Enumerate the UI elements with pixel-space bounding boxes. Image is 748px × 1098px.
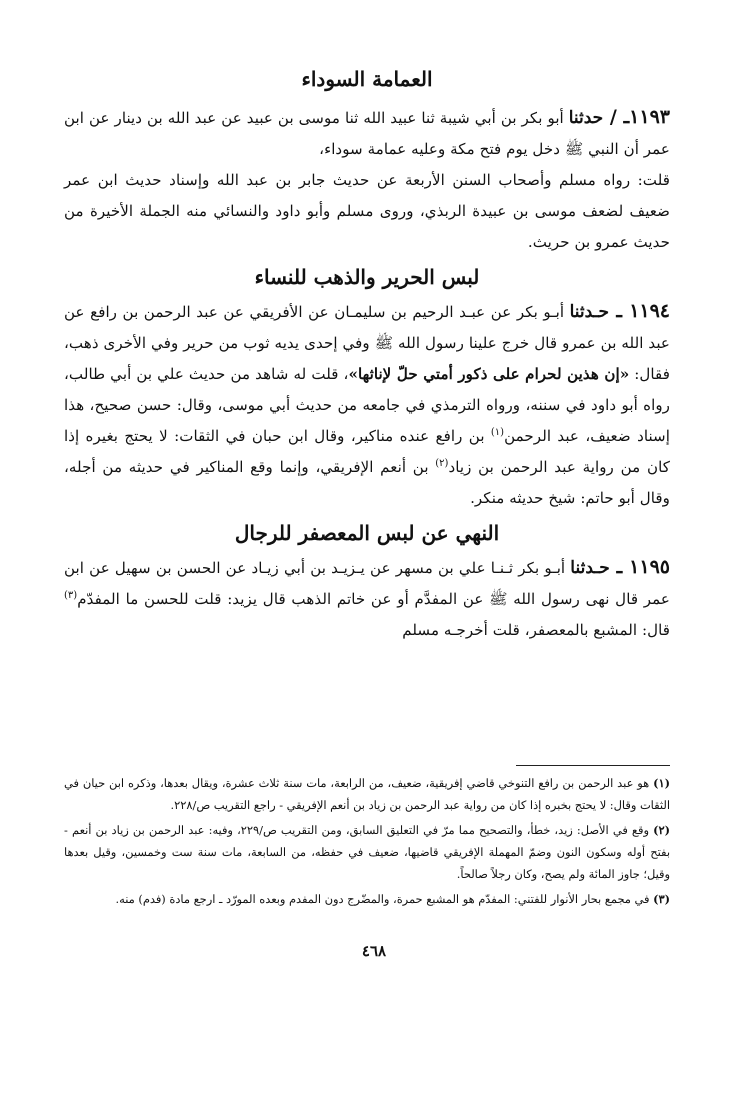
section-heading-black-turban: العمامة السوداء: [301, 67, 433, 91]
hadith-body: أبـو بكر عن عبـد الرحيم بن سليمـان عن الأفريقي عن عبد الرحمن بن رافع عن عبد الله بن عمرو قال خرج علينا رسول الله ﷺ وفي إحدى يديه ثوب من حرير وفي الأخرى ذهب، فقال:: [64, 303, 670, 383]
footnote-text: هو عبد الرحمن بن رافع التنوخي قاضي إفريقية، ضعيف، من الرابعة، مات سنة ثلاث عشرة، ويقال بعدها، وذكره ابن حيان في الثقات وقال: لا يحتج بخبره إذا كان من رواية عبد الرحمن بن زياد بن أنعم الإفريقي - راجع التقريب ص/٢٢٨.: [64, 776, 670, 812]
footnote-text: وقع في الأصل: زيد، خطأ، والتصحيح مما مرّ في التعليق السابق، ومن التقريب ص/٢٢٩، وفيه: عبد الرحمن بن زياد بن أنعم - بفتح أوله وسكون النون وضمّ المهملة الإفريقي قاضيها، ضعيف في حفظه، من السابعة، مات سنة ست وخمسين، وقيل بعدها وقيل؛ جاوز المائة ولم يصح، وكان رجلاً صالحاً.: [64, 823, 670, 881]
hadith-number: ١١٩٤: [629, 300, 671, 322]
footnote-divider: [516, 765, 670, 766]
hadith-1195-text: [64, 552, 670, 646]
footnote-ref-2: (٢): [435, 457, 449, 469]
haddathana-keyword: حـدثنا: [570, 558, 610, 578]
haddathana-keyword: حـدثنا: [569, 302, 610, 322]
hadith-1193-text: [64, 102, 670, 165]
haddathana-keyword: حدثنا: [568, 108, 604, 128]
hadith-separator: ـ: [609, 300, 630, 322]
footnote-number: (٢): [653, 823, 670, 837]
footnote-1: [64, 772, 670, 816]
hadith-1193-commentary: قلت: رواه مسلم وأصحاب السنن الأربعة عن حديث جابر بن عبد الله وإسناد حديث ابن عمر ضعيف لضعف موسى بن عبيدة الربذي، وروى مسلم وأبو داود والنسائي منه الجملة الأخيرة من حديث عمرو بن حريث.: [64, 171, 670, 251]
hadith-commentary: ، قلت له شاهد من حديث علي بن أبي طالب، رواه أبو داود في سننه، ورواه الترمذي في جامعه من حديث أبي موسى، وقال: حسن صحيح، هذا إسناد ضعيف، عبد الرحمن: [64, 365, 670, 445]
prophetic-quote: «إن هذين لحرام على ذكور أمتي حلّ لإناثها»: [348, 365, 630, 383]
footnotes: [64, 772, 670, 913]
footnote-3: [64, 888, 670, 910]
footnote-2: [64, 819, 670, 885]
hadith-separator: ـ: [609, 556, 630, 578]
hadith-commentary: بن رافع عنده مناكير، وقال ابن حبان في الثقات: لا يحتج بغيره إذا كان من رواية عبد الرحمن بن زياد: [64, 427, 670, 476]
footnote-text: في مجمع بحار الأنوار للفتني: المفدّم هو المشبع حمرة، والمضّرج دون المفدم وبعده المورّد ـ ارجع مادة (فدم) منه.: [115, 892, 654, 906]
page-number: ٤٦٨: [361, 942, 387, 960]
hadith-1194-text: [64, 296, 670, 514]
section-heading-silk-gold-women: لبس الحرير والذهب للنساء: [254, 265, 480, 289]
hadith-commentary: بن أنعم الإفريقي، وإنما وقع المناكير في حديثه من أجله، وقال أبو حاتم: شيخ حديثه منكر.: [64, 458, 670, 507]
hadith-body: أبـو بكر ثـنـا علي بن مسهر عن يـزيـد بن أبي زيـاد عن الحسن بن سهيل عن ابن عمر قال نهى رسول الله ﷺ عن المفدَّم أو عن خاتم الذهب قال يزيد: قلت للحسن ما المفدّم: [64, 559, 670, 608]
hadith-1195: [64, 552, 670, 646]
footnote-ref-1: (١): [490, 426, 505, 438]
hadith-number: ١١٩٣: [629, 106, 670, 128]
footnote-number: (١): [653, 776, 670, 790]
section-heading-safflower-men: النهي عن لبس المعصفر للرجال: [234, 521, 500, 545]
hadith-1193: [64, 102, 670, 258]
footnote-number: (٣): [653, 892, 670, 906]
hadith-1194: [64, 296, 670, 514]
hadith-body: أبو بكر بن أبي شيبة ثنا عبيد الله ثنا موسى بن عبيد عن عبد الله بن دينار عن ابن عمر أن النبي ﷺ دخل يوم فتح مكة وعليه عمامة سوداء،: [64, 109, 670, 158]
hadith-separator: ـ /: [603, 106, 630, 128]
hadith-body: قال: المشبع بالمعصفر، قلت أخرجـه مسلم: [402, 621, 670, 639]
footnote-ref-3: (٣): [64, 589, 78, 601]
hadith-number: ١١٩٥: [629, 556, 670, 578]
